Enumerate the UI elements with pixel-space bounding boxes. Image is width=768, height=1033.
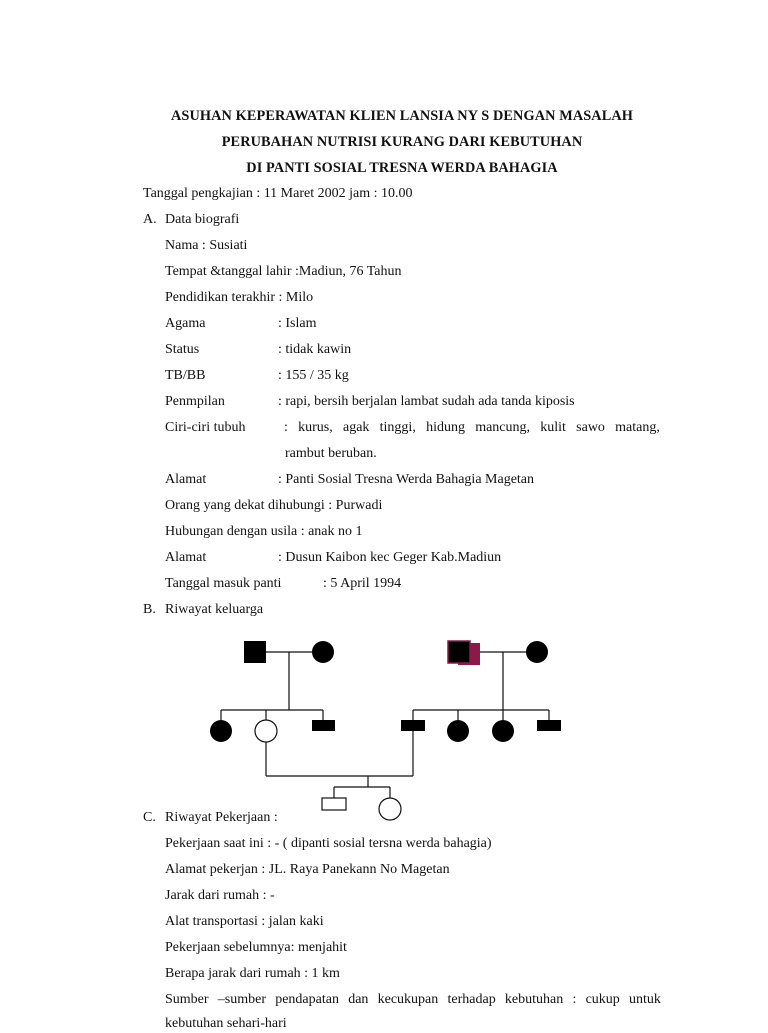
grandmother-left-circle (312, 641, 334, 663)
sumber-word: untuk (629, 992, 661, 1007)
status-label: Status (165, 342, 200, 357)
sumber-word: dan (348, 992, 369, 1007)
title-line-1: ASUHAN KEPERAWATAN KLIEN LANSIA NY S DENGAN MASALAH (171, 108, 633, 124)
berapa-jarak-field: Berapa jarak dari rumah : 1 km (165, 966, 340, 981)
tbbb-value: : 155 / 35 kg (278, 368, 349, 383)
tbbb-label: TB/BB (165, 368, 206, 383)
sumber-continuation: kebutuhan sehari-hari (165, 1016, 287, 1031)
penampilan-label: Penmpilan (165, 394, 225, 409)
section-a-heading: Data biografi (165, 212, 240, 227)
alamat-pekerjaan-field: Alamat pekerjan : JL. Raya Panekann No Magetan (165, 862, 450, 877)
ciri-word: kulit (540, 420, 566, 435)
grandfather-right-square (448, 641, 470, 663)
uncle-left-square (312, 720, 335, 731)
ciri-label: Ciri-ciri tubuh (165, 420, 246, 435)
grandmother-right-circle (526, 641, 548, 663)
ciri-word: : (284, 420, 288, 435)
alamat2-label: Alamat (165, 550, 207, 565)
title-line-2: PERUBAHAN NUTRISI KURANG DARI KEBUTUHAN (221, 134, 583, 150)
child-male-square (322, 798, 346, 810)
aunt-right-circle-2 (492, 720, 514, 742)
section-b-marker: B. (143, 602, 156, 617)
sumber-word: kecukupan (377, 992, 439, 1007)
sumber-pendapatan-field (165, 991, 661, 1009)
ciri-word: kurus, (298, 420, 333, 435)
aunt-right-circle-1 (447, 720, 469, 742)
sumber-word: : (572, 992, 577, 1007)
ciri-continuation: rambut beruban. (285, 446, 377, 461)
alat-transportasi-field: Alat transportasi : jalan kaki (165, 914, 324, 929)
alamat-value: : Panti Sosial Tresna Werda Bahagia Magetan (278, 472, 535, 487)
mother-circle (255, 720, 277, 742)
alamat2-value: : Dusun Kaibon kec Geger Kab.Madiun (278, 550, 502, 565)
section-c-heading: Riwayat Pekerjaan : (165, 810, 278, 825)
sumber-word: cukup (585, 992, 620, 1007)
tanggal-masuk-value: : 5 April 1994 (323, 576, 402, 591)
uncle-right-square (537, 720, 561, 731)
title-line-3: DI PANTI SOSIAL TRESNA WERDA BAHAGIA (246, 160, 558, 176)
status-value: : tidak kawin (278, 342, 352, 357)
tanggal-pengkajian: Tanggal pengkajian : 11 Maret 2002 jam : 10.00 (143, 186, 413, 201)
alamat-label: Alamat (165, 472, 207, 487)
ciri-word: hidung (426, 420, 465, 435)
agama-value: : Islam (278, 316, 317, 331)
sumber-word: terhadap (447, 992, 496, 1007)
ciri-word: sawo (576, 420, 605, 435)
tanggal-masuk-label: Tanggal masuk panti (165, 576, 282, 591)
pekerjaan-saat-ini-field: Pekerjaan saat ini : - ( dipanti sosial tersna werda bahagia) (165, 836, 492, 851)
sumber-word: Sumber (165, 992, 209, 1007)
ciri-word: tinggi, (379, 420, 416, 435)
sumber-word: kebutuhan (504, 992, 564, 1007)
father-square (401, 720, 425, 731)
section-c-marker: C. (143, 810, 156, 825)
penampilan-value: : rapi, bersih berjalan lambat sudah ada tanda kiposis (278, 394, 575, 409)
grandfather-left-square (244, 641, 266, 663)
pendidikan-field: Pendidikan terakhir : Milo (165, 290, 314, 305)
ciri-word: matang, (615, 420, 660, 435)
sumber-word: pendapatan (275, 992, 339, 1007)
section-b-heading: Riwayat keluarga (165, 602, 264, 617)
orang-dekat-field: Orang yang dekat dihubungi : Purwadi (165, 498, 383, 513)
nama-field: Nama : Susiati (165, 238, 248, 253)
aunt-left-circle (210, 720, 232, 742)
child-female-circle (379, 798, 401, 820)
hubungan-field: Hubungan dengan usila : anak no 1 (165, 524, 363, 539)
ciri-word: mancung, (475, 420, 531, 435)
section-a-marker: A. (143, 212, 157, 227)
tempat-lahir-field: Tempat &tanggal lahir :Madiun, 76 Tahun (165, 264, 402, 279)
pekerjaan-sebelumnya-field: Pekerjaan sebelumnya: menjahit (165, 940, 347, 955)
jarak-field: Jarak dari rumah : - (165, 888, 275, 903)
sumber-word: –sumber (217, 992, 266, 1007)
agama-label: Agama (165, 316, 206, 331)
ciri-word: agak (342, 420, 370, 435)
